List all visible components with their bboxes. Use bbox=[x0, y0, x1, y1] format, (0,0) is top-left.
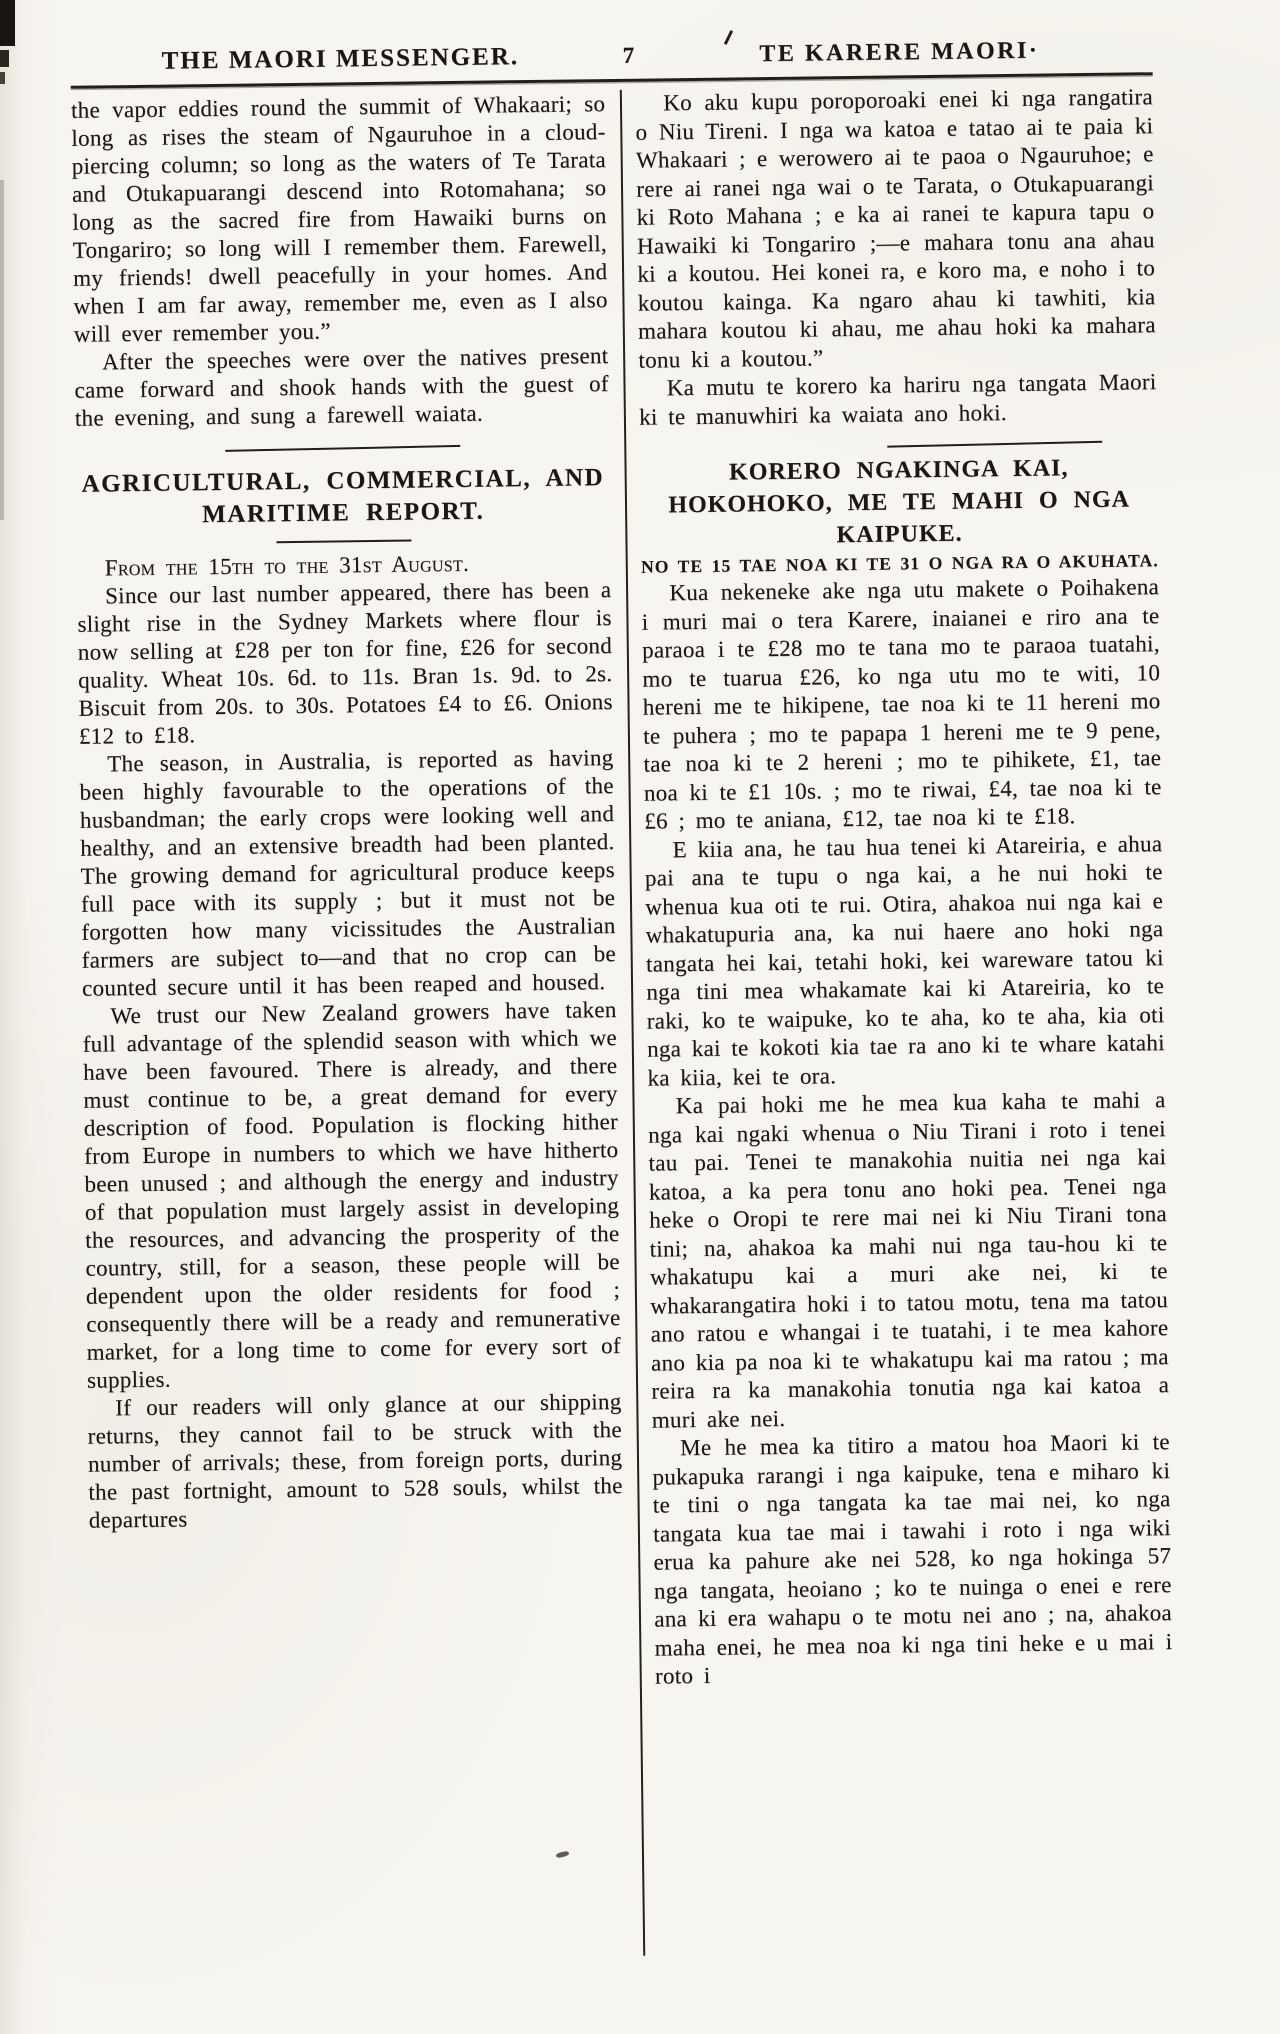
report-dateline-english: From the 15th to the 31st August. bbox=[104, 550, 470, 581]
report-dateline-maori: NO TE 15 TAE NOA KI TE 31 O NGA RA O AKUHATA. bbox=[640, 550, 1159, 577]
paragraph-pukapuka-rarangi: Me he mea ka titiro a matou hoa Maori ki te pukapuka rarangi i nga kaipuke, tena e miharo ki te tini o nga tangata ka tae mai nei, ko nga tangata kua tae mai i tawahi i roto i nga wiki erua ka pahure ake nei 528, ko nga hokinga 57 nga tangata, heoiano ; ko te nuinga o enei e rere ana ki era wahapu o te motu nei ano ; na, ahakoa maha enei, he mea noa ki nga tini heke e u mai i roto i bbox=[652, 1429, 1173, 1689]
paragraph-australia-season: The season, in Australia, is reported as having been highly favourable to the operations of the husbandman; the early crops were looking well and healthy, and an extensive breadth had been planted. The growing demand for agricultural produce keeps full pace with its supply ; but it must not be forgotten how many vicissitudes the Australian farmers are subject to—and that no crop can be counted secure until it has been reaped and housed. bbox=[79, 745, 617, 1001]
paragraph-shipping-returns: If our readers will only glance at our shipping returns, they cannot fail to be struck with the number of arrivals; these, from foreign ports, during the past fortnight, amount to 528 souls, whilst the departures bbox=[87, 1388, 623, 1533]
paragraph-poroporoaki: Ko aku kupu poroporoaki enei ki nga rangatira o Niu Tireni. I nga wa katoa e tatao ai te paia ki Whakaari ; e werowero ai te paoa o Ngauruhoe; e rere ai ranei nga wai o te Tarata, o Otukapuarangi ki Roto Mahana ; e ka ai ranei te kapura tapu o Hawaiki ki Tongariro ;—e mahara tonu ana ahau ki a koutou. Hei konei ra, e koro ma, e noho i to koutou kainga. Ka ngaro ahau ki tawhiti, kia mahara koutou ki ahau, me ahau hoki ka mahara tonu ki a koutou.” bbox=[635, 84, 1156, 373]
page-content bbox=[70, 19, 1176, 1962]
section-divider-rule bbox=[887, 441, 1102, 448]
paragraph-ka-mutu: Ka mutu te korero ka hariru nga tangata Maori ki te manuwhiri ka waiata ano hoki. bbox=[639, 369, 1157, 430]
maori-column bbox=[635, 83, 1176, 1955]
paragraph-farewell-speech: the vapor eddies round the summit of Whakaari; so long as rises the steam of Ngauruhoe in a cloud-piercing column; so long as the waters of Te Tarata and Otukapuarangi descend into Rotomahana; so long as the sacred fire from Hawaiki burns on Tongariro; so long will I remember them. Farewell, my friends! dwell peacefully in your homes. And when I am far away, remember me, even as I also will ever remember you.” bbox=[70, 91, 608, 347]
section-divider-rule bbox=[276, 540, 411, 544]
newspaper-title-maori: TE KARERE MAORI· bbox=[759, 37, 1040, 68]
paragraph-nz-growers: We trust our New Zealand growers have taken full advantage of the splendid season with which we have been favoured. There is already, and there must continue to be, a great demand for every description of food. Population is flocking hither from Europe in numbers to which we have hitherto been unused ; and although the energy and industry of that population must largely assist in developing the resources, and advancing the prosperity of the country, still, for a season, these people will be dependent upon the older residents for food ; consequently there will be a ready and remunerative market, for a long time to come for every sort of supplies. bbox=[82, 997, 622, 1393]
text-columns bbox=[71, 75, 1176, 1962]
report-heading-maori: KORERO NGAKINGA KAI, HOKOHOKO, ME TE MAHI O NGA KAIPUKE. bbox=[668, 455, 1131, 549]
report-heading-english: AGRICULTURAL, COMMERCIAL, AND MARITIME REPORT. bbox=[81, 464, 605, 529]
scan-binding-artifact bbox=[0, 180, 4, 520]
paragraph-after-speeches: After the speeches were over the natives present came forward and shook hands with the guest of the evening, and sung a farewell waiata. bbox=[74, 343, 609, 431]
section-divider-rule bbox=[225, 445, 460, 452]
page-number: 7 bbox=[622, 42, 635, 68]
scan-binding-artifact bbox=[0, 50, 9, 67]
paragraph-kai-ngaki-whenua: Ka pai hoki me he mea kua kaha te mahi a nga kai ngaki whenua o Niu Tirani i roto i tenei tau pai. Tenei te manakohia nuitia nei nga kai katoa, a ka pera tonu ano hoki pea. Tenei nga heke o Oropi te rere mai nei ki Niu Tirani tona tini; na, ahakoa ka mahi nui nga tau-hou ki te whakatupu kai a muri ake nei, ki te whakarangatira hoki i to tatou motu, tena ma tatou ano ratou e whangai i te tuatahi, i te mea kahore ano kia pa noa ki te whakatupu kai ma ratou ; ma reira ra ka manakohia tonutia nga kai katoa a muri ake nei. bbox=[648, 1087, 1170, 1433]
paragraph-tau-hua-atareiria: E kiia ana, he tau hua tenei ki Atareiria, e ahua pai ana te tupu o nga kai, a he nui hoki te whenua kua oti te rui. Otira, ahakoa nui nga kai e whakatupuria ana, ka nui haere ano hoki nga tangata hei kai, tetahi hoki, kei wareware tatou ki nga tini mea whakamate kai ki Atareiria, ko te raki, ko te waipuke, ko te aha, ko te aha, kia oti nga kai te kokoti kia tae ra ano ki te whare katahi ka kiia, kei te ora. bbox=[644, 830, 1165, 1091]
scan-binding-artifact bbox=[0, 0, 15, 46]
scan-binding-artifact bbox=[0, 72, 5, 84]
english-column bbox=[71, 90, 629, 1963]
newspaper-title-english: THE MAORI MESSENGER. bbox=[161, 43, 520, 75]
paragraph-sydney-markets: Since our last number appeared, there has been a slight rise in the Sydney Markets where flour is now selling at £28 per ton for fine, £26 for second quality. Wheat 10s. 6d. to 11s. Bran 1s. 9d. to 2s. Biscuit from 20s. to 30s. Potatoes £4 to £6. Onions £12 to £18. bbox=[77, 577, 613, 749]
paragraph-makete-poihakena: Kua nekeneke ake nga utu makete o Poihakena i muri mai o tera Karere, inaianei e riro ana te paraoa i te £28 mo te tana mo te paraoa tuatahi, mo te tuarua £26, ko nga utu mo te witi, 10 hereni me te hikipene, tae noa ki te 11 hereni mo te puhera ; mo te papapa 1 hereni me te 9 pene, tae noa ki te 2 hereni ; mo te pihikete, £1, tae noa ki te £1 10s. ; mo te riwai, £4, tae noa ki te £6 ; mo te aniana, £12, tae noa ki te £18. bbox=[641, 574, 1162, 834]
